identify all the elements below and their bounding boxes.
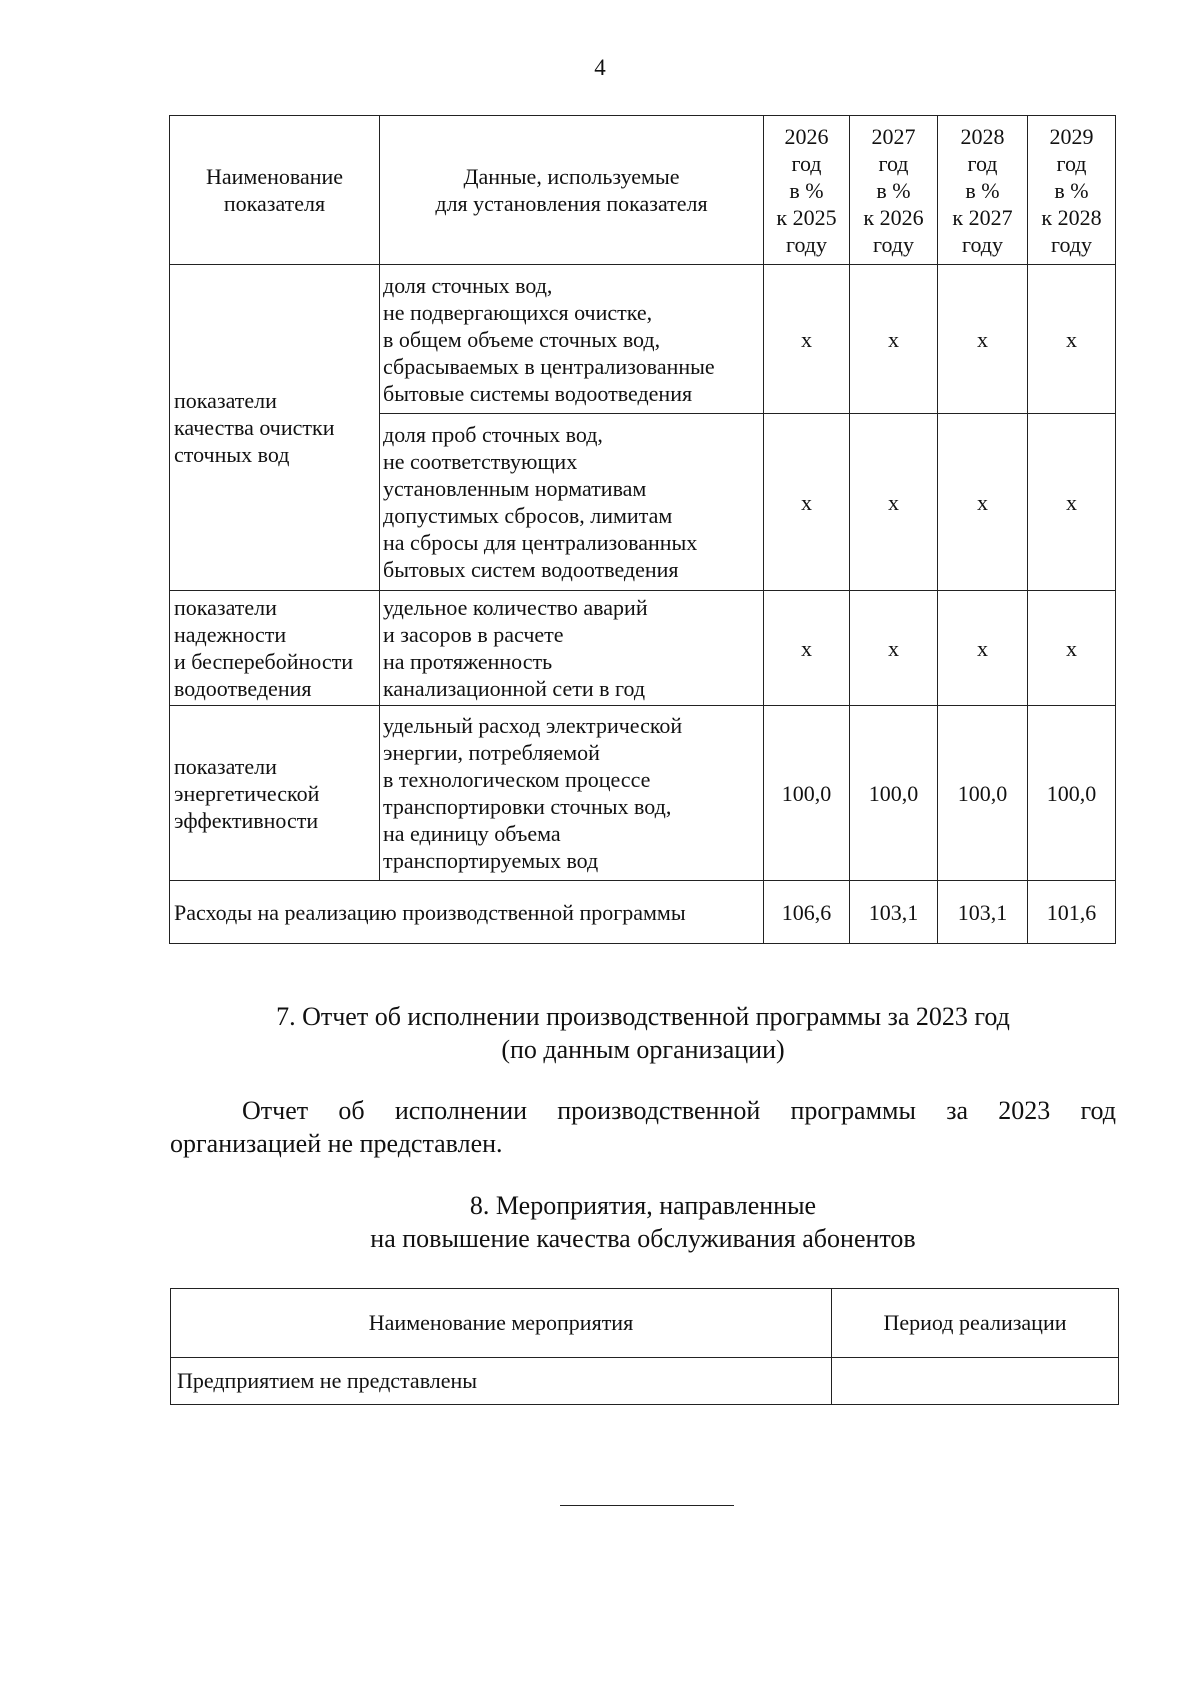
indicator-data: доля сточных вод, не подвергающихся очистке, в общем объеме сточных вод, сбрасываемых в централизованные бытовые системы водоотведения — [380, 265, 764, 414]
table-row — [171, 1358, 1119, 1405]
section-7-title — [170, 1000, 1116, 1066]
value-cell: x — [850, 265, 938, 414]
end-divider — [560, 1505, 734, 1506]
total-value: 106,6 — [764, 881, 850, 944]
indicator-data: удельное количество аварий и засоров в расчете на протяженность канализационной сети в год — [380, 591, 764, 706]
section-7-title-line2: (по данным организации) — [501, 1035, 785, 1064]
total-label: Расходы на реализацию производственной программы — [170, 881, 764, 944]
header-year-2026: 2026 год в % к 2025 году — [764, 116, 850, 265]
section-7-title-line1: 7. Отчет об исполнении производственной программы за 2023 год — [276, 1002, 1010, 1031]
value-cell: x — [1028, 414, 1116, 591]
indicator-name: показатели энергетической эффективности — [170, 706, 380, 881]
value-cell: x — [764, 591, 850, 706]
header-indicator-name: Наименование показателя — [170, 116, 380, 265]
table-header-row — [170, 116, 1116, 265]
header-year-2029: 2029 год в % к 2028 году — [1028, 116, 1116, 265]
indicators-table — [169, 115, 1116, 944]
table-row — [170, 591, 1116, 706]
total-value: 101,6 — [1028, 881, 1116, 944]
value-cell: 100,0 — [764, 706, 850, 881]
table-row — [170, 706, 1116, 881]
header-indicator-data: Данные, используемые для установления показателя — [380, 116, 764, 265]
header-period: Период реализации — [832, 1289, 1119, 1358]
value-cell: 100,0 — [850, 706, 938, 881]
section-8-title-line2: на повышение качества обслуживания абонентов — [370, 1224, 916, 1253]
events-header-row — [171, 1289, 1119, 1358]
indicator-name: показатели качества очистки сточных вод — [170, 265, 380, 591]
total-value: 103,1 — [938, 881, 1028, 944]
header-year-2028: 2028 год в % к 2027 году — [938, 116, 1028, 265]
events-table — [170, 1288, 1119, 1405]
page-number: 4 — [594, 55, 606, 80]
total-value: 103,1 — [850, 881, 938, 944]
event-period — [832, 1358, 1119, 1405]
value-cell: 100,0 — [938, 706, 1028, 881]
total-row — [170, 881, 1116, 944]
value-cell: x — [764, 414, 850, 591]
indicator-data: доля проб сточных вод, не соответствующих установленным нормативам допустимых сбросов, лимитам на сбросы для централизованных бытовых систем водоотведения — [380, 414, 764, 591]
value-cell: x — [850, 591, 938, 706]
value-cell: x — [938, 591, 1028, 706]
value-cell: x — [938, 265, 1028, 414]
value-cell: 100,0 — [1028, 706, 1116, 881]
indicator-name: показатели надежности и бесперебойности водоотведения — [170, 591, 380, 706]
paragraph-line1: Отчет об исполнении производственной программы за 2023 год — [242, 1096, 1116, 1125]
section-8-title — [170, 1189, 1116, 1255]
event-name: Предприятием не представлены — [171, 1358, 832, 1405]
section-7-paragraph — [170, 1094, 1116, 1160]
header-event-name: Наименование мероприятия — [171, 1289, 832, 1358]
value-cell: x — [850, 414, 938, 591]
table-row — [170, 265, 1116, 414]
indicator-data: удельный расход электрической энергии, потребляемой в технологическом процессе транспортировки сточных вод, на единицу объема транспортируемых вод — [380, 706, 764, 881]
section-8-title-line1: 8. Мероприятия, направленные — [469, 1191, 817, 1220]
value-cell: x — [1028, 591, 1116, 706]
value-cell: x — [938, 414, 1028, 591]
value-cell: x — [764, 265, 850, 414]
header-year-2027: 2027 год в % к 2026 году — [850, 116, 938, 265]
paragraph-line2: организацией не представлен. — [170, 1129, 503, 1158]
value-cell: x — [1028, 265, 1116, 414]
